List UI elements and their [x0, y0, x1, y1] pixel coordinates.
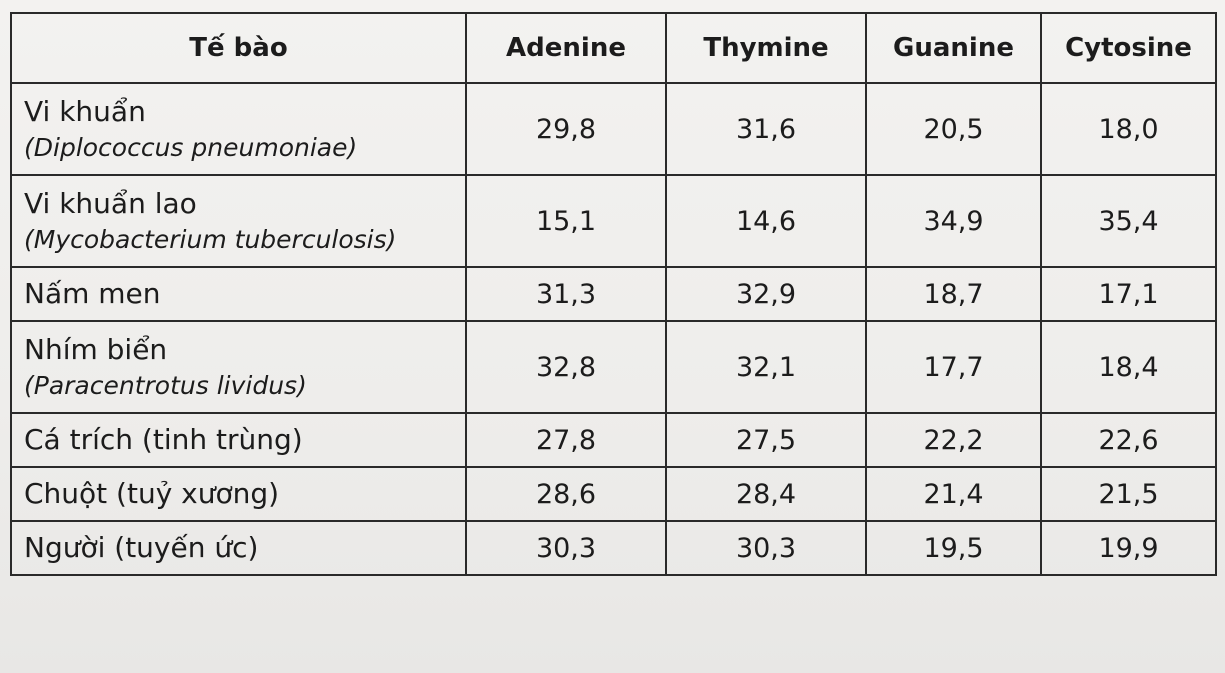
table-row: [11, 413, 1216, 467]
value-adenine: 31,3: [466, 267, 666, 321]
value-adenine: 27,8: [466, 413, 666, 467]
cell-common-name: Nhím biển: [24, 333, 168, 367]
cell-name: Nấm men: [11, 267, 466, 321]
header-adenine: Adenine: [466, 13, 666, 83]
value-guanine: 17,7: [866, 321, 1041, 413]
header-guanine: Guanine: [866, 13, 1041, 83]
value-thymine: 32,1: [666, 321, 866, 413]
cell-name: [11, 321, 466, 413]
value-cytosine: 18,0: [1041, 83, 1216, 175]
value-adenine: 15,1: [466, 175, 666, 267]
value-adenine: 29,8: [466, 83, 666, 175]
table-header-row: [11, 13, 1216, 83]
value-cytosine: 22,6: [1041, 413, 1216, 467]
value-guanine: 20,5: [866, 83, 1041, 175]
value-guanine: 34,9: [866, 175, 1041, 267]
cell-name: [11, 175, 466, 267]
value-thymine: 28,4: [666, 467, 866, 521]
value-guanine: 21,4: [866, 467, 1041, 521]
value-thymine: 32,9: [666, 267, 866, 321]
value-cytosine: 21,5: [1041, 467, 1216, 521]
cell-name: Cá trích (tinh trùng): [11, 413, 466, 467]
value-adenine: 32,8: [466, 321, 666, 413]
value-thymine: 31,6: [666, 83, 866, 175]
value-thymine: 30,3: [666, 521, 866, 575]
header-cell: Tế bào: [11, 13, 466, 83]
value-guanine: 19,5: [866, 521, 1041, 575]
cell-scientific-name: (Paracentrotus lividus): [24, 371, 307, 401]
cell-name: Người (tuyến ức): [11, 521, 466, 575]
value-cytosine: 17,1: [1041, 267, 1216, 321]
header-cytosine: Cytosine: [1041, 13, 1216, 83]
value-guanine: 22,2: [866, 413, 1041, 467]
cell-scientific-name: (Mycobacterium tuberculosis): [24, 225, 397, 255]
value-cytosine: 19,9: [1041, 521, 1216, 575]
cell-name: Chuột (tuỷ xương): [11, 467, 466, 521]
cell-common-name: Vi khuẩn lao: [24, 187, 197, 221]
table-row: [11, 321, 1216, 413]
value-thymine: 27,5: [666, 413, 866, 467]
value-cytosine: 35,4: [1041, 175, 1216, 267]
value-cytosine: 18,4: [1041, 321, 1216, 413]
cell-common-name: Vi khuẩn: [24, 95, 146, 129]
table-row: [11, 83, 1216, 175]
header-thymine: Thymine: [666, 13, 866, 83]
cell-name: [11, 83, 466, 175]
value-adenine: 28,6: [466, 467, 666, 521]
table-row: [11, 467, 1216, 521]
value-thymine: 14,6: [666, 175, 866, 267]
table-row: [11, 521, 1216, 575]
cell-scientific-name: (Diplococcus pneumoniae): [24, 133, 358, 163]
value-guanine: 18,7: [866, 267, 1041, 321]
value-adenine: 30,3: [466, 521, 666, 575]
table-row: [11, 267, 1216, 321]
base-composition-table: [10, 12, 1217, 576]
table-row: [11, 175, 1216, 267]
